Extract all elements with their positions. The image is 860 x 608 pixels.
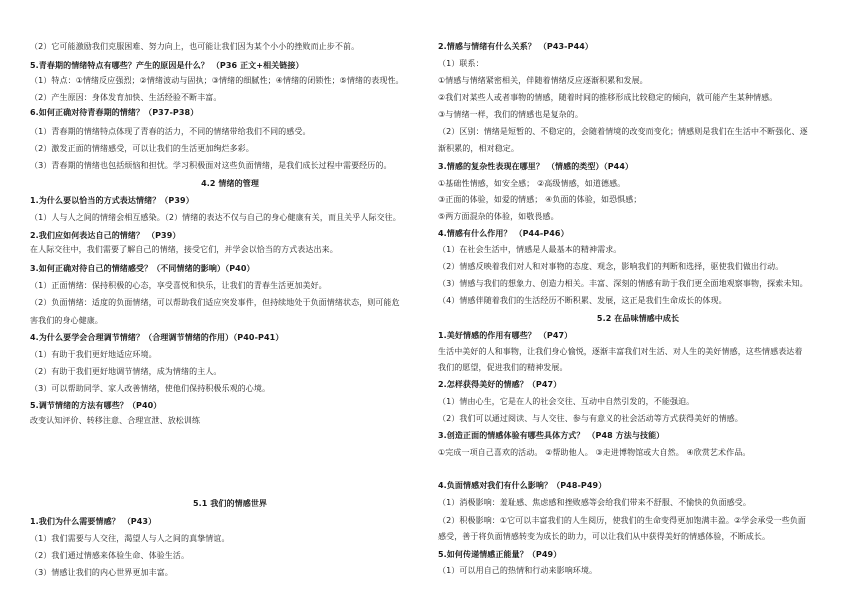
text-line: 感受，善于将负面情感转变为成长的助力，可以让我们从中获得美好的情感体验，不断成长。 [438,532,771,541]
text-line: 害我们的身心健康。 [30,316,103,325]
text-line: （2）有助于我们更好地调节情绪，成为情绪的主人。 [30,367,222,376]
question-heading: 5.青春期的情绪特点有哪些？产生的原因是什么？ （P36 正文+相关链接） [30,61,304,70]
text-line: ①基础性情感，如安全感； ②高级情感，如道德感。 [438,179,626,188]
text-line: （1）在社会生活中，情感是人最基本的精神需求。 [438,245,622,254]
text-line: 改变认知评价、转移注意、合理宣泄、放松训练 [30,416,201,425]
section-title: 5.1 我们的情感世界 [192,499,268,508]
text-line: （2）积极影响：①它可以丰富我们的人生阅历，使我们的生命变得更加饱满丰盈。②学会承受一些负面 [438,516,807,525]
question-heading: 1.美好情感的作用有哪些？ （P47） [438,331,573,340]
text-line: （2）负面情绪：适度的负面情绪，可以帮助我们适应突发事件，但持续地处于负面情绪状态，则可能危 [30,298,400,307]
text-line: （1）联系： [438,59,484,68]
text-line: （1）青春期的情绪特点体现了青春的活力，不同的情绪带给我们不同的感受。 [30,127,311,136]
text-line: （3）可以帮助同学、家人改善情绪，使他们保持积极乐观的心境。 [30,384,271,393]
text-line: （1）消极影响：羞耻感、焦虑感和挫败感等会给我们带来不舒服、不愉快的负面感受。 [438,498,751,507]
question-heading: 5.调节情绪的方法有哪些？（P40） [30,401,162,410]
text-line: 渐积累的，相对稳定。 [438,144,519,153]
text-line: （2）产生原因：身体发育加快、生活经验不断丰富。 [30,93,222,102]
question-heading: 4.为什么要学会合理调节情绪？（合理调节情绪的作用）（P40-P41） [30,333,284,342]
text-line: （1）人与人之间的情绪会相互感染。（2）情绪的表达不仅与自己的身心健康有关，而且关乎人际交往。 [30,213,401,222]
text-line: （2）我们通过情感来体验生命、体验生活。 [30,551,190,560]
text-line: ③与情绪一样，我们的情感也是复杂的。 [438,110,583,119]
text-line: （1）正面情绪：保持积极的心态，享受喜悦和快乐，让我们的青春生活更加美好。 [30,281,327,290]
text-line: （2）它可能激励我们克服困难、努力向上，也可能让我们因为某个小小的挫败而止步不前。 [30,42,360,51]
text-line: （1）特点：①情绪反应强烈；②情绪波动与固执；③情绪的细腻性；④情绪的闭锁性；⑤情绪的表现性。 [30,76,404,85]
section-title: 4.2 情绪的管理 [201,179,259,188]
text-line: ⑤两方面混杂的体验，如敬畏感。 [438,212,559,221]
text-line: （3）情感让我们的内心世界更加丰富。 [30,568,173,577]
question-heading: 2.我们应如何表达自己的情绪？ （P39） [30,231,181,240]
text-line: （1）情由心生，它是在人的社会交往、互动中自然引发的，不能强迫。 [438,397,695,406]
text-line: ①完成一项自己喜欢的活动。 ②帮助他人。 ③走进博物馆或大自然。 ④欣赏艺术作品。 [438,448,751,457]
text-line: （4）情感伴随着我们的生活经历不断积累、发展，这正是我们生命成长的体现。 [438,296,727,305]
question-heading: 2.怎样获得美好的情感？（P47） [438,380,562,389]
text-line: 我们的愿望，促进我们的精神发展。 [438,363,568,372]
question-heading: 2.情感与情绪有什么关系？ （P43-P44） [438,42,594,51]
text-line: （1）可以用自己的热情和行动来影响环境。 [438,566,598,575]
question-heading: 4.情感有什么作用？ （P44-P46） [438,229,569,238]
text-line: 生活中美好的人和事物，让我们身心愉悦，逐渐丰富我们对生活、对人生的美好情感，这些情感表达着 [438,347,803,356]
question-heading: 3.情感的复杂性表现在哪里？ （情感的类型）（P44） [438,162,634,171]
question-heading: 3.创造正面的情感体验有哪些具体方式？ （P48 方法与技能） [438,431,665,440]
text-line: ①情感与情绪紧密相关，伴随着情绪反应逐渐积累和发展。 [438,76,648,85]
text-line: ③正面的体验，如爱的情感； ④负面的体验，如恐惧感； [438,195,642,204]
question-heading: 1.为什么要以恰当的方式表达情绪？（P39） [30,196,194,205]
text-line: （2）情感反映着我们对人和对事物的态度、观念，影响我们的判断和选择，驱使我们做出行动。 [438,262,784,271]
question-heading: 6.如何正确对待青春期的情绪？（P37-P38） [30,108,199,117]
question-heading: 3.如何正确对待自己的情绪感受？（不同情绪的影响）（P40） [30,264,255,273]
question-heading: 1.我们为什么需要情感？ （P43） [30,517,157,526]
text-line: （3）情感与我们的想象力、创造力相关。丰富、深刻的情感有助于我们更全面地观察事物，探索未知。 [438,279,808,288]
text-line: ②我们对某些人或者事物的情感，随着时间的推移形成比较稳定的倾向，就可能产生某种情感。 [438,93,778,102]
text-line: （1）我们需要与人交往，渴望人与人之间的真挚情谊。 [30,534,230,543]
question-heading: 4.负面情感对我们有什么影响？（P48-P49） [438,481,607,490]
text-line: （2）我们可以通过阅读、与人交往、参与有意义的社会活动等方式获得美好的情感。 [438,414,743,423]
section-title: 5.2 在品味情感中成长 [596,314,680,323]
text-line: （3）青春期的情绪也包括烦恼和担忧。学习积极面对这些负面情绪，是我们成长过程中需要经历的。 [30,161,392,170]
question-heading: 5.如何传递情感正能量？（P49） [438,550,562,559]
text-line: （1）有助于我们更好地适应环境。 [30,350,157,359]
text-line: （2）区别：情绪是短暂的、不稳定的，会随着情境的改变而变化；情感则是我们在生活中不断强化、逐 [438,127,808,136]
text-line: 在人际交往中，我们需要了解自己的情绪，接受它们，并学会以恰当的方式表达出来。 [30,245,338,254]
text-line: （2）激发正面的情绪感受，可以让我们的生活更加绚烂多彩。 [30,144,254,153]
